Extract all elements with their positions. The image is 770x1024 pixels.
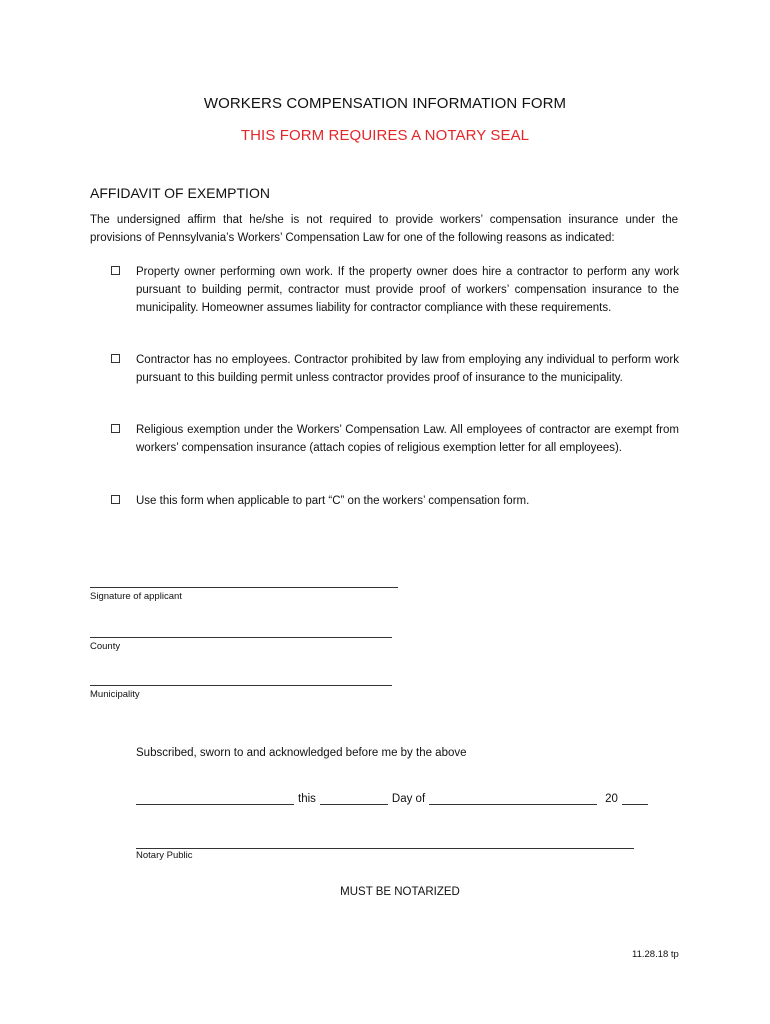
- month-blank[interactable]: [429, 792, 597, 805]
- year-prefix: 20: [605, 793, 618, 805]
- municipality-line[interactable]: [90, 685, 392, 686]
- affidavit-intro: The undersigned affirm that he/she is not required to provide workers’ compensation insurance under the provisions of Pennsylvania’s Workers’ Compensation Law for one of the following reasons as indicated:: [90, 214, 678, 244]
- form-title: WORKERS COMPENSATION INFORMATION FORM: [203, 95, 567, 112]
- option-text: Use this form when applicable to part “C” on the workers’ compensation form.: [136, 495, 530, 507]
- option-text: Contractor has no employees. Contractor prohibited by law from employing any individual to perform work pursuant to this building permit unless contractor provides proof of insurance to the municipality.: [136, 354, 679, 384]
- notary-public-label: Notary Public: [136, 850, 193, 861]
- this-word: this: [298, 793, 316, 805]
- checkbox[interactable]: [111, 495, 120, 504]
- applicant-signature-label: Signature of applicant: [90, 591, 182, 602]
- checkbox[interactable]: [111, 266, 120, 275]
- notary-seal-notice: THIS FORM REQUIRES A NOTARY SEAL: [240, 127, 530, 144]
- checkbox[interactable]: [111, 354, 120, 363]
- day-of-word: Day of: [391, 793, 426, 805]
- day-number-blank[interactable]: [136, 792, 294, 805]
- day-blank[interactable]: [320, 792, 388, 805]
- revision-code: 11.28.18 tp: [632, 949, 679, 960]
- municipality-label: Municipality: [90, 689, 140, 700]
- option-text: Religious exemption under the Workers’ Compensation Law. All employees of contractor are exempt from workers’ compensation insurance (attach copies of religious exemption letter for all employees).: [136, 424, 679, 454]
- option-text: Property owner performing own work. If the property owner does hire a contractor to perform any work pursuant to building permit, contractor must provide proof of workers’ compensation insurance to the municipality. Homeowner assumes liability for contractor compliance with these requirements.: [136, 266, 679, 314]
- must-be-notarized: MUST BE NOTARIZED: [340, 886, 460, 898]
- notary-signature-line[interactable]: [136, 848, 634, 849]
- year-blank[interactable]: [622, 792, 648, 805]
- subscribed-statement: Subscribed, sworn to and acknowledged before me by the above: [136, 747, 467, 759]
- affidavit-heading: AFFIDAVIT OF EXEMPTION: [90, 185, 270, 201]
- county-line[interactable]: [90, 637, 392, 638]
- checkbox[interactable]: [111, 424, 120, 433]
- notary-date-line: [136, 792, 652, 805]
- applicant-signature-line[interactable]: [90, 587, 398, 588]
- county-label: County: [90, 641, 121, 652]
